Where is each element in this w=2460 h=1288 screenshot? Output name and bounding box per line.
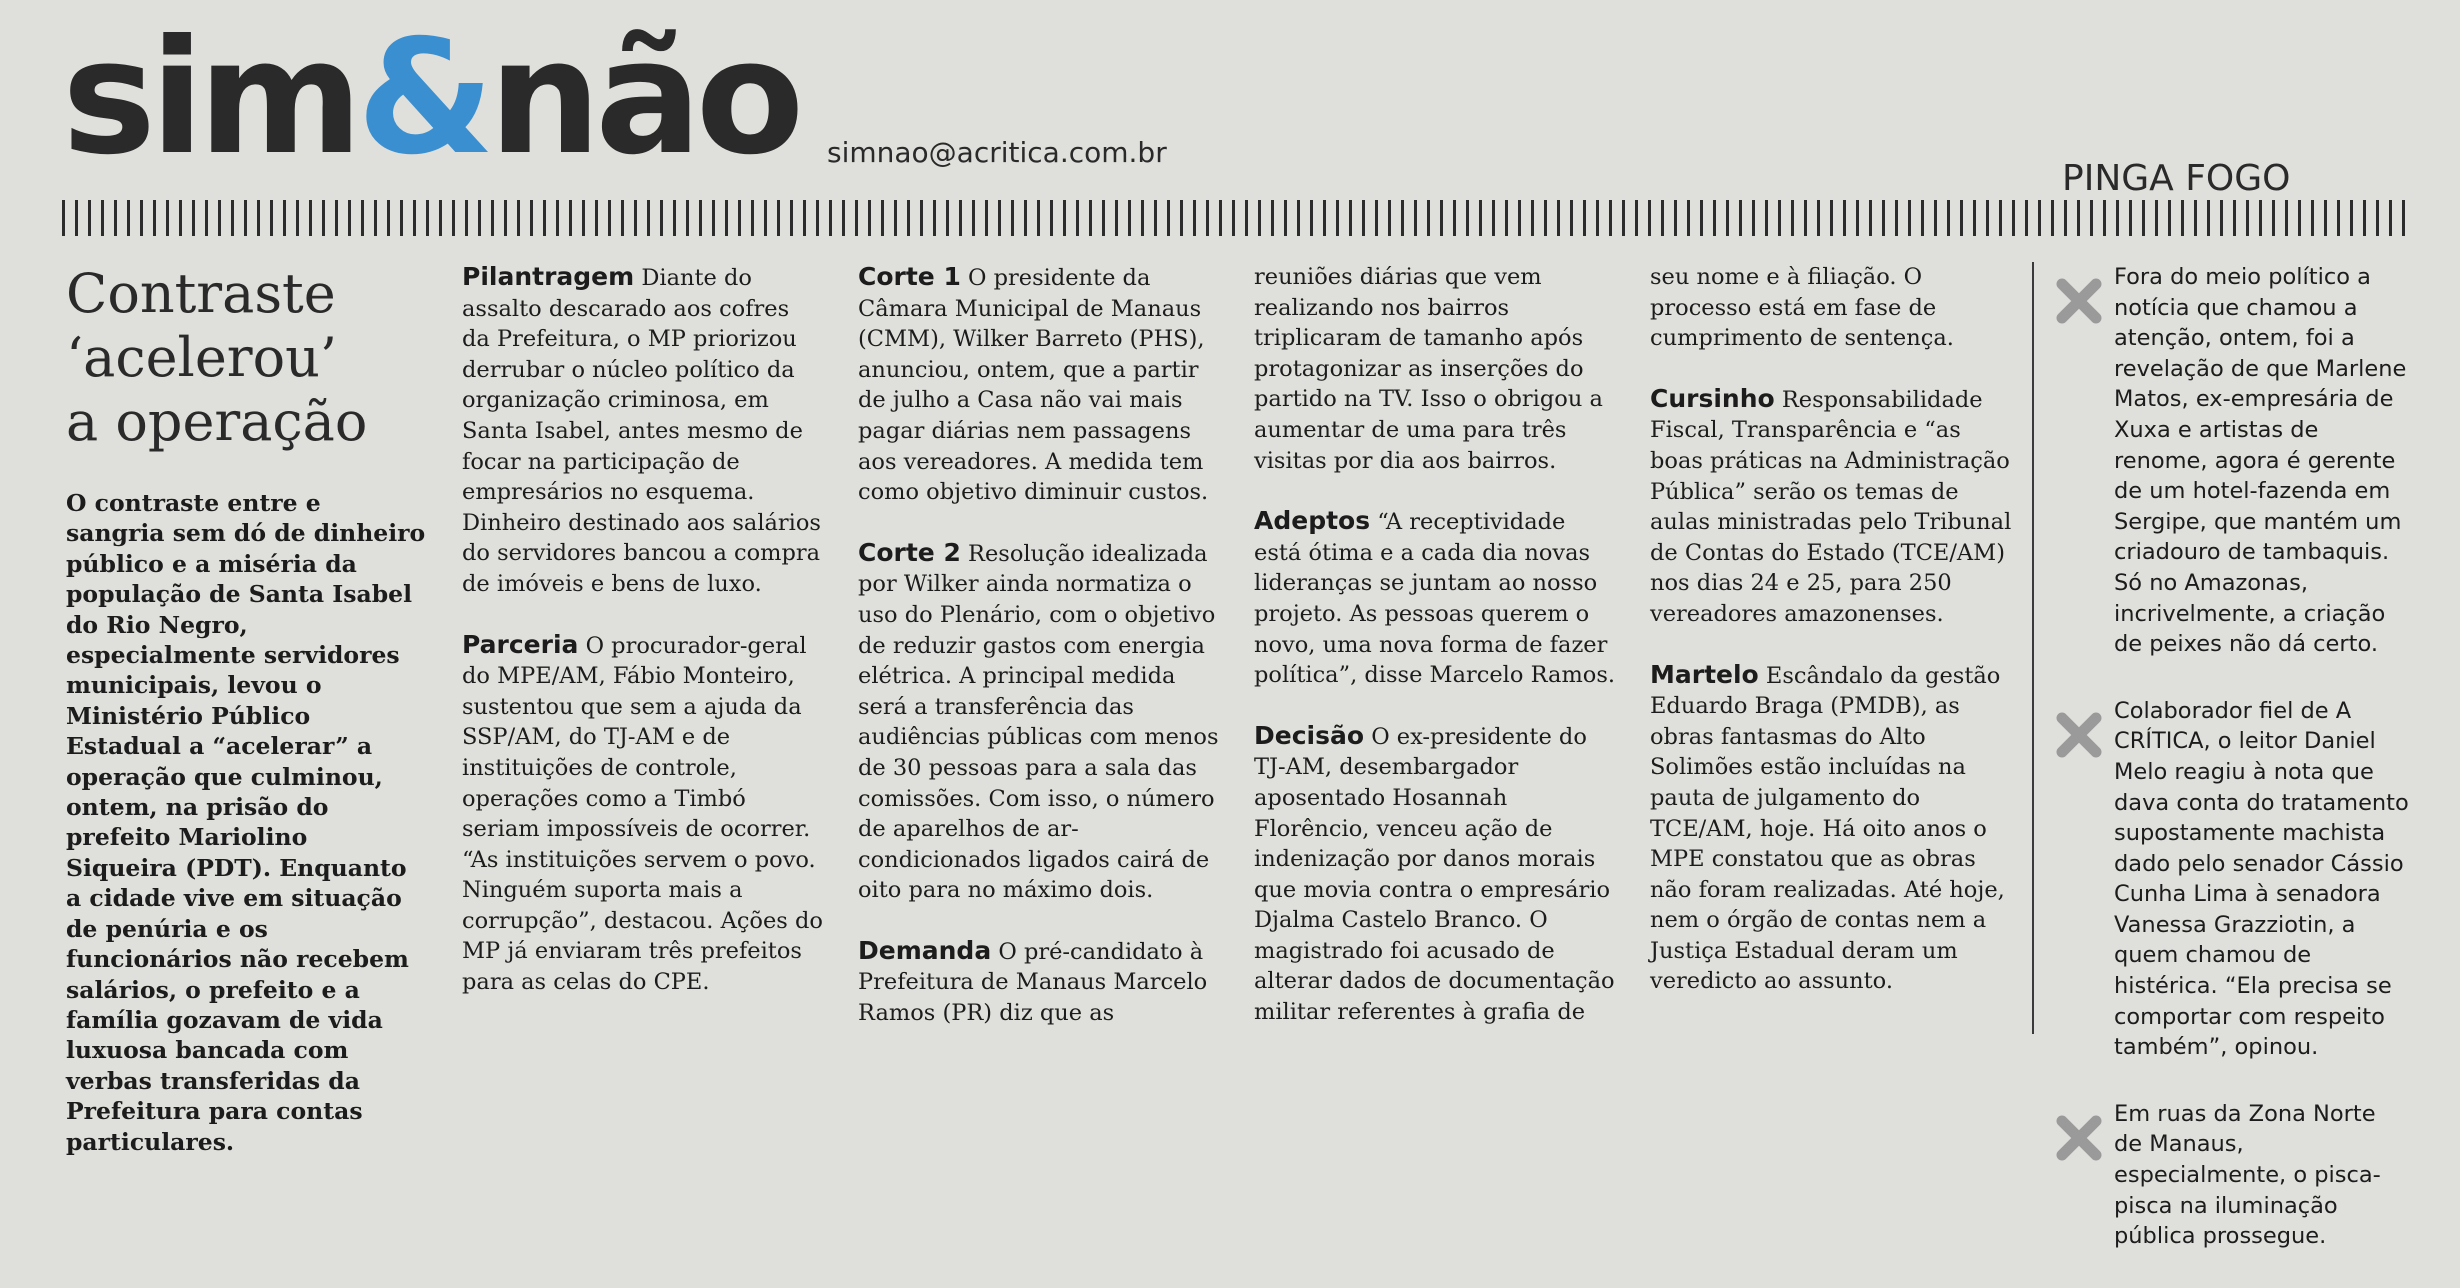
note-kicker: Parceria [462,629,579,659]
note-kicker: Pilantragem [462,262,635,291]
note-text: Resolução idealizada por Wilker ainda normatiza o uso do Plenário, com o objetivo de reduzir gastos com energia elétrica. A principal medida será a transferência das audiências públicas com menos de 30 pessoas para a sala das comissões. Com isso, o número de aparelhos de ar-condicionados ligados cairá de oito para no máximo dois. [858,540,1219,904]
lead-story [66,262,426,1157]
title-sim: sim [62,6,357,190]
note-parceria [462,630,824,998]
note-text: O procurador-geral do MPE/AM, Fábio Monteiro, sustentou que sem a ajuda da SSP/AM, do TJ-AM e de instituições de controle, operações como a Timbó seriam impossíveis de ocorrer. “As instituições servem o povo. Ninguém suporta mais a corrupção”, destacou. Ações do MP já enviaram três prefeitos para as celas do CPE. [462,632,823,996]
x-mark-icon [2054,710,2104,760]
note-demanda-continued [1254,262,1616,476]
pinga-fogo-item [2032,1099,2410,1252]
note-text: O presidente da Câmara Municipal de Manaus (CMM), Wilker Barreto (PHS), anunciou, ontem, que a partir de julho a Casa não vai mais pagar diárias nem passagens aos vereadores. A medida tem como objetivo diminuir custos. [858,265,1209,506]
note-kicker: Martelo [1650,659,1759,689]
note-kicker: Adeptos [1254,506,1371,536]
note-adeptos [1254,506,1616,691]
x-mark-icon [2054,276,2104,326]
title-ampersand: & [356,6,489,190]
note-text: O ex-presidente do TJ-AM, desembargador aposentado Hosannah Florêncio, venceu ação de indenização por danos morais que movia contra o empresário Djalma Castelo Branco. O magistrado foi acusado de alterar dados de documentação militar referentes à grafia de [1254,723,1615,1026]
notes-column-3 [1254,262,1616,1058]
pinga-fogo-text: Em ruas da Zona Norte de Manaus, especialmente, o pisca-pisca na iluminação pública prossegue. [2114,1100,2381,1250]
note-text: Responsabilidade Fiscal, Transparência e “as boas práticas na Administração Pública” serão os temas de aulas ministradas pelo Tribunal de Contas do Estado (TCE/AM) nos dias 24 e 25, para 250 vereadores amazonenses. [1650,386,2012,627]
note-kicker: Corte 1 [858,262,961,291]
note-kicker: Demanda [858,935,992,965]
note-decisao-continued [1650,262,2012,354]
note-cursinho [1650,384,2012,630]
note-pilantragem [462,262,824,600]
note-text: seu nome e à filiação. O processo está em fase de cumprimento de sentença. [1650,264,1954,352]
column-title [62,6,799,190]
note-text: Escândalo da gestão Eduardo Braga (PMDB), as obras fantasmas do Alto Solimões estão incluídas na pauta de julgamento do TCE/AM, hoje. Há oito anos o MPE constatou que as obras não foram realizadas. Até hoje, nem o órgão de contas nem a Justiça Estadual deram um veredicto ao assunto. [1650,662,2005,995]
headline-line-1: Contraste [66,262,336,325]
notes-column-4 [1650,262,2012,1027]
note-kicker: Cursinho [1650,383,1775,413]
contact-email[interactable]: simnao@acritica.com.br [827,136,1167,169]
note-corte-1 [858,262,1220,508]
pinga-fogo-text: Colaborador fiel de A CRÍTICA, o leitor Daniel Melo reagiu à nota que dava conta do tratamento supostamente machista dado pelo senador Cássio Cunha Lima à senadora Vanessa Grazziotin, a quem chamou de histérica. “Ela precisa se comportar com respeito também”, opinou. [2114,697,2409,1061]
notes-column-2 [858,262,1220,1059]
pinga-fogo-item [2032,262,2410,660]
pinga-fogo-text: Fora do meio político a notícia que chamou a atenção, ontem, foi a revelação de que Marlene Matos, ex-empresária de Xuxa e artistas de renome, agora é gerente de um hotel-fazenda em Sergipe, que mantém um criadouro de tambaquis. Só no Amazonas, incrivelmente, a criação de peixes não dá certo. [2114,264,2407,658]
note-martelo [1650,660,2012,998]
section-label-pinga-fogo: PINGA FOGO [2062,158,2291,199]
notes-column-1 [462,262,824,1028]
note-demanda [858,936,1220,1029]
note-text: reuniões diárias que vem realizando nos bairros triplicaram de tamanho após protagonizar as inserções do partido na TV. Isso o obrigou a aumentar de uma para três visitas por dia aos bairros. [1254,264,1603,474]
note-corte-2 [858,538,1220,906]
lead-headline [66,262,426,454]
headline-line-2: ‘acelerou’ [66,326,338,389]
lead-summary: O contraste entre e sangria sem dó de dinheiro público e a miséria da população de Santa Isabel do Rio Negro, especialmente servidores municipais, levou o Ministério Público Estadual a “acelerar” a operação que culminou, ontem, na prisão do prefeito Mariolino Siqueira (PDT). Enquanto a cidade vive em situação de penúria e os funcionários não recebem salários, o prefeito e a família gozavam de vida luxuosa bancada com verbas transferidas da Prefeitura para contas particulares. [66,489,426,1156]
note-text: “A receptividade está ótima e a cada dia novas lideranças se juntam ao nosso projeto. As pessoas querem o novo, uma nova forma de fazer política”, disse Marcelo Ramos. [1254,509,1616,689]
pinga-fogo-sidebar [2032,262,2410,1288]
note-kicker: Corte 2 [858,537,961,567]
title-nao: não [488,6,799,190]
pinga-fogo-item [2032,696,2410,1063]
barcode-rule-divider [62,200,2412,236]
note-text: Diante do assalto descarado aos cofres da Prefeitura, o MP priorizou derrubar o núcleo político da organização criminosa, em Santa Isabel, antes mesmo de focar na participação de empresários no esquema. Dinheiro destinado aos salários do servidores bancou a compra de imóveis e bens de luxo. [462,265,821,597]
note-text: O pré-candidato à Prefeitura de Manaus Marcelo Ramos (PR) diz que as [858,938,1208,1027]
headline-line-3: a operação [66,390,368,453]
note-decisao [1254,721,1616,1028]
x-mark-icon [2054,1113,2104,1163]
note-kicker: Decisão [1254,720,1365,750]
